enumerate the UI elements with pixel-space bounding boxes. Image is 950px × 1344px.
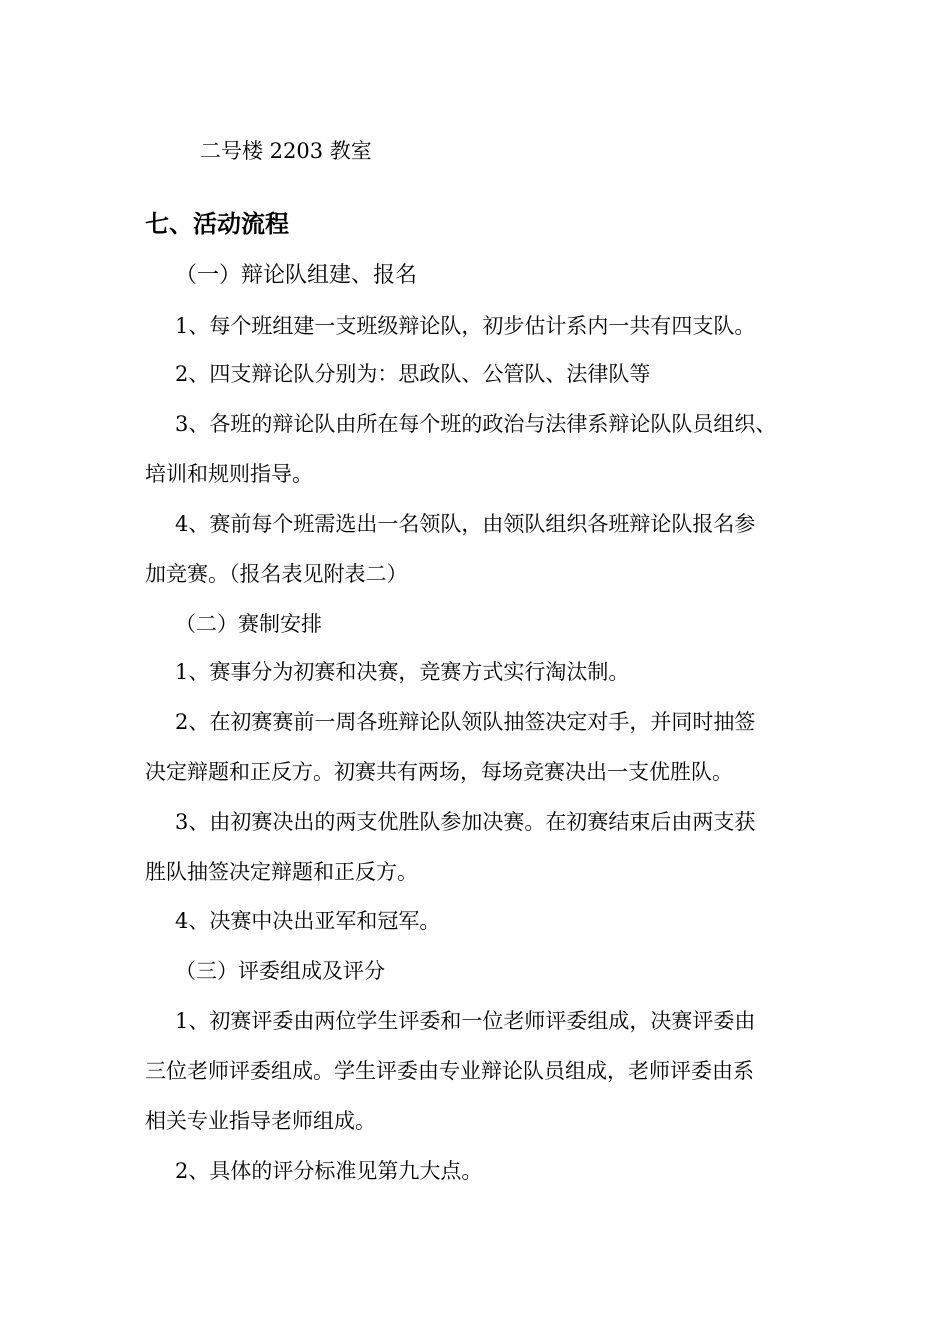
part1-item4-line1: 4、赛前每个班需选出一名领队，由领队组织各班辩论队报名参 bbox=[175, 512, 756, 536]
part2-item3-line1: 3、由初赛决出的两支优胜队参加决赛。在初赛结束后由两支获 bbox=[175, 810, 756, 834]
part1-item3-line1: 3、各班的辩论队由所在每个班的政治与法律系辩论队队员组织、 bbox=[175, 412, 777, 436]
part2-item2-line1: 2、在初赛赛前一周各班辩论队领队抽签决定对手，并同时抽签 bbox=[175, 710, 756, 734]
part1-heading: （一）辩论队组建、报名 bbox=[175, 263, 418, 288]
section-heading: 七、活动流程 bbox=[145, 210, 289, 238]
part3-heading: （三）评委组成及评分 bbox=[175, 959, 385, 983]
part3-item1-line1: 1、初赛评委由两位学生评委和一位老师评委组成，决赛评委由 bbox=[175, 1009, 756, 1033]
part1-item2: 2、四支辩论队分别为：思政队、公管队、法律队等 bbox=[175, 362, 651, 386]
part2-item1: 1、赛事分为初赛和决赛，竞赛方式实行淘汰制。 bbox=[175, 660, 630, 684]
part1-item1: 1、每个班组建一支班级辩论队，初步估计系内一共有四支队。 bbox=[175, 314, 756, 338]
part2-item4: 4、决赛中决出亚军和冠军。 bbox=[175, 909, 441, 933]
part3-item1-line3: 相关专业指导老师组成。 bbox=[145, 1109, 376, 1133]
part1-item4-line2: 加竞赛。（报名表见附表二） bbox=[145, 562, 408, 586]
part2-item3-line2: 胜队抽签决定辩题和正反方。 bbox=[145, 860, 418, 884]
part3-item1-line2: 三位老师评委组成。学生评委由专业辩论队员组成，老师评委由系 bbox=[145, 1059, 754, 1083]
location-line: 二号楼 2203 教室 bbox=[200, 139, 372, 163]
part2-heading: （二）赛制安排 bbox=[175, 612, 322, 636]
part2-item2-line2: 决定辩题和正反方。初赛共有两场，每场竞赛决出一支优胜队。 bbox=[145, 760, 733, 784]
part3-item2: 2、具体的评分标准见第九大点。 bbox=[175, 1159, 483, 1183]
part1-item3-line2: 培训和规则指导。 bbox=[145, 462, 313, 486]
